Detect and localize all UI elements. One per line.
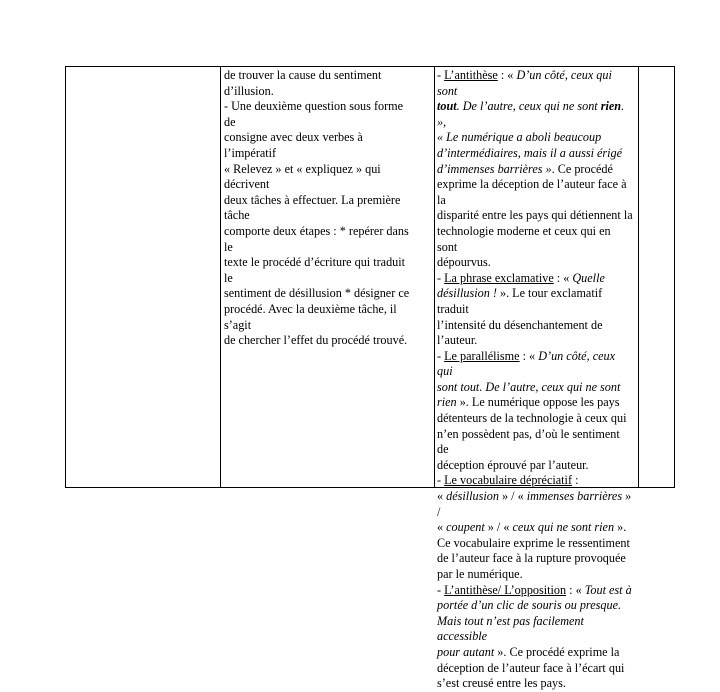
antithese-line-8: technologie moderne et ceux qui en sont: [437, 223, 611, 254]
vocabulaire-line-2: « désillusion » / « immenses barrières » /: [437, 489, 632, 519]
content-table: [65, 66, 675, 691]
exclamative-term: La phrase exclamative: [444, 270, 554, 285]
text-line: d’illusion.: [224, 83, 274, 98]
antithese-line-2: tout. De l’autre, ceux qui ne sont rien. »,: [437, 99, 625, 129]
opposition-line-6: s’est creusé entre les pays.: [437, 676, 566, 691]
parallelisme-line-3: rien ». Le numérique oppose les pays: [437, 395, 620, 410]
opposition-line-5: déception de l’auteur face à l’écart qui: [437, 660, 625, 675]
text-line: - Une deuxième question sous forme de: [224, 99, 404, 129]
parallelisme-line-6: déception éprouvé par l’auteur.: [437, 457, 589, 472]
parallelisme-line-1: - Le parallélisme : « D’un côté, ceux qui: [437, 348, 616, 379]
right-column-cell: [437, 67, 633, 692]
column-divider-3: [638, 67, 639, 487]
antithese-line-4: d’intermédiaires, mais il a aussi érigé: [437, 145, 623, 160]
text-line: comporte deux étapes : * repérer dans le: [224, 223, 409, 254]
antithese-line-7: disparité entre les pays qui détiennent la: [437, 208, 633, 223]
opposition-line-2: portée d’un clic de souris ou presque.: [437, 598, 622, 613]
vocabulaire-line-3: « coupent » / « ceux qui ne sont rien ».: [437, 520, 627, 535]
antithese-line-9: dépourvus.: [437, 255, 491, 270]
antithese-line-3: « Le numérique a aboli beaucoup: [437, 130, 602, 145]
text-line: de trouver la cause du sentiment: [224, 68, 382, 82]
vocabulaire-term: Le vocabulaire dépréciatif: [444, 473, 573, 488]
text-line: « Relevez » et « expliquez » qui décrivent: [224, 161, 381, 192]
parallelisme-line-4: détenteurs de la technologie à ceux qui: [437, 411, 627, 426]
vocabulaire-line-5: de l’auteur face à la rupture provoquée: [437, 551, 626, 566]
column-divider-2: [434, 67, 435, 487]
antithese-line-5: d’immenses barrières ». Ce procédé: [437, 161, 613, 176]
opposition-line-1: - L’antithèse/ L’opposition : « Tout est à: [437, 582, 632, 597]
vocabulaire-line-1: - Le vocabulaire dépréciatif :: [437, 473, 579, 488]
text-line: consigne avec deux verbes à l’impératif: [224, 130, 363, 160]
exclamative-line-3: l’intensité du désenchantement de: [437, 317, 603, 332]
text-line: sentiment de désillusion * désigner ce: [224, 286, 410, 301]
vocabulaire-line-6: par le numérique.: [437, 567, 523, 581]
parallelisme-line-2: sont tout. De l’autre, ceux qui ne sont: [437, 379, 621, 394]
vocabulaire-line-4: Ce vocabulaire exprime le ressentiment: [437, 535, 630, 550]
middle-column-cell: [224, 67, 414, 349]
text-line: de chercher l’effet du procédé trouvé.: [224, 333, 408, 348]
antithese-line-1: - L’antithèse : « D’un côté, ceux qui sont: [437, 68, 612, 98]
column-divider-1: [220, 67, 221, 487]
exclamative-line-4: l’auteur.: [437, 333, 478, 348]
parallelisme-term: Le parallélisme: [444, 348, 520, 363]
opposition-line-3: Mais tout n’est pas facilement accessible: [437, 613, 584, 644]
antithese-line-6: exprime la déception de l’auteur face à la: [437, 177, 627, 207]
exclamative-line-2: désillusion ! ». Le tour exclamatif traduit: [437, 286, 603, 316]
text-line: texte le procédé d’écriture qui traduit le: [224, 255, 406, 285]
opposition-term: L’antithèse/ L’opposition: [444, 582, 567, 597]
parallelisme-line-5: n’en possèdent pas, d’où le sentiment de: [437, 426, 620, 457]
opposition-line-4: pour autant ». Ce procédé exprime la: [437, 644, 620, 659]
antithese-term: L’antithèse: [444, 68, 498, 82]
exclamative-line-1: - La phrase exclamative : « Quelle: [437, 270, 605, 285]
text-line: deux tâches à effectuer. La première tâche: [224, 192, 401, 223]
text-line: procédé. Avec la deuxième tâche, il s’agit: [224, 301, 397, 332]
